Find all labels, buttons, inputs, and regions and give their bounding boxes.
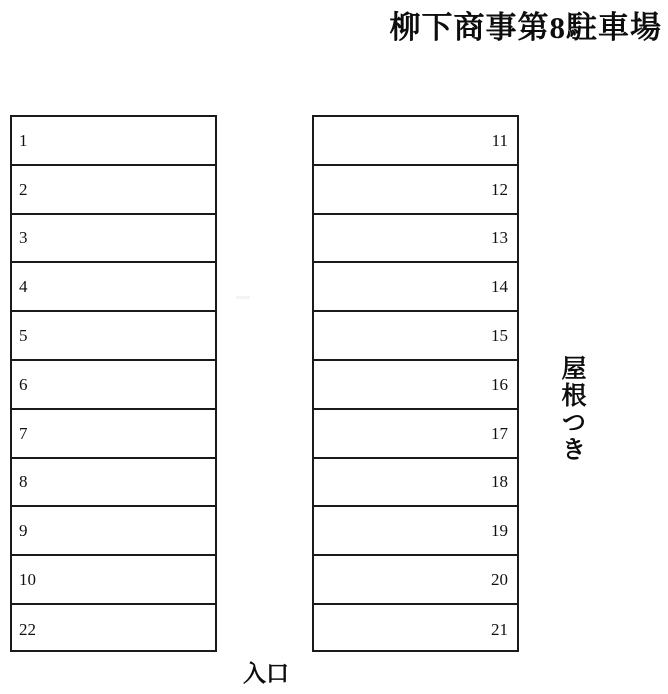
stall-number: 15 xyxy=(491,326,508,346)
scan-artifact-1 xyxy=(236,296,250,299)
entrance-label: 入口 xyxy=(243,661,289,686)
stall-number: 12 xyxy=(491,179,508,199)
stall-number: 21 xyxy=(491,619,508,639)
parking-stall[interactable] xyxy=(12,166,215,215)
parking-stall[interactable] xyxy=(12,361,215,410)
stall-number: 16 xyxy=(491,374,508,394)
stall-number: 2 xyxy=(19,179,28,199)
stall-number: 6 xyxy=(19,374,28,394)
stall-number: 1 xyxy=(19,130,28,150)
parking-stall[interactable] xyxy=(12,459,215,508)
stall-number: 4 xyxy=(19,277,28,297)
stall-number: 19 xyxy=(491,521,508,541)
parking-stall[interactable] xyxy=(12,263,215,312)
parking-stall[interactable] xyxy=(314,117,517,166)
stall-number: 22 xyxy=(19,619,36,639)
parking-stall[interactable] xyxy=(314,556,517,605)
parking-stall[interactable] xyxy=(12,312,215,361)
stall-number: 7 xyxy=(19,423,28,443)
parking-stall[interactable] xyxy=(314,459,517,508)
east-stall-column xyxy=(312,115,519,652)
stall-number: 3 xyxy=(19,228,28,248)
parking-stall[interactable] xyxy=(12,215,215,264)
stall-number: 8 xyxy=(19,472,28,492)
stall-number: 9 xyxy=(19,521,28,541)
stall-number: 13 xyxy=(491,228,508,248)
parking-stall[interactable] xyxy=(314,605,517,654)
parking-stall[interactable] xyxy=(314,507,517,556)
stall-number: 14 xyxy=(491,277,508,297)
parking-stall[interactable] xyxy=(12,556,215,605)
stall-number: 18 xyxy=(491,472,508,492)
parking-stall[interactable] xyxy=(12,410,215,459)
parking-stall[interactable] xyxy=(314,361,517,410)
parking-stall[interactable] xyxy=(12,507,215,556)
parking-stall[interactable] xyxy=(314,166,517,215)
parking-stall[interactable] xyxy=(314,215,517,264)
parking-stall[interactable] xyxy=(12,117,215,166)
stall-number: 5 xyxy=(19,326,28,346)
stall-number: 20 xyxy=(491,570,508,590)
parking-stall[interactable] xyxy=(314,263,517,312)
roof-label: 屋根つき xyxy=(558,355,585,463)
stall-number: 10 xyxy=(19,570,36,590)
west-stall-column xyxy=(10,115,217,652)
parking-stall[interactable] xyxy=(314,312,517,361)
stall-number: 17 xyxy=(491,423,508,443)
page-title: 柳下商事第8駐車場 xyxy=(389,10,662,45)
parking-stall[interactable] xyxy=(314,410,517,459)
parking-stall[interactable] xyxy=(12,605,215,654)
stall-number: 11 xyxy=(491,130,508,150)
